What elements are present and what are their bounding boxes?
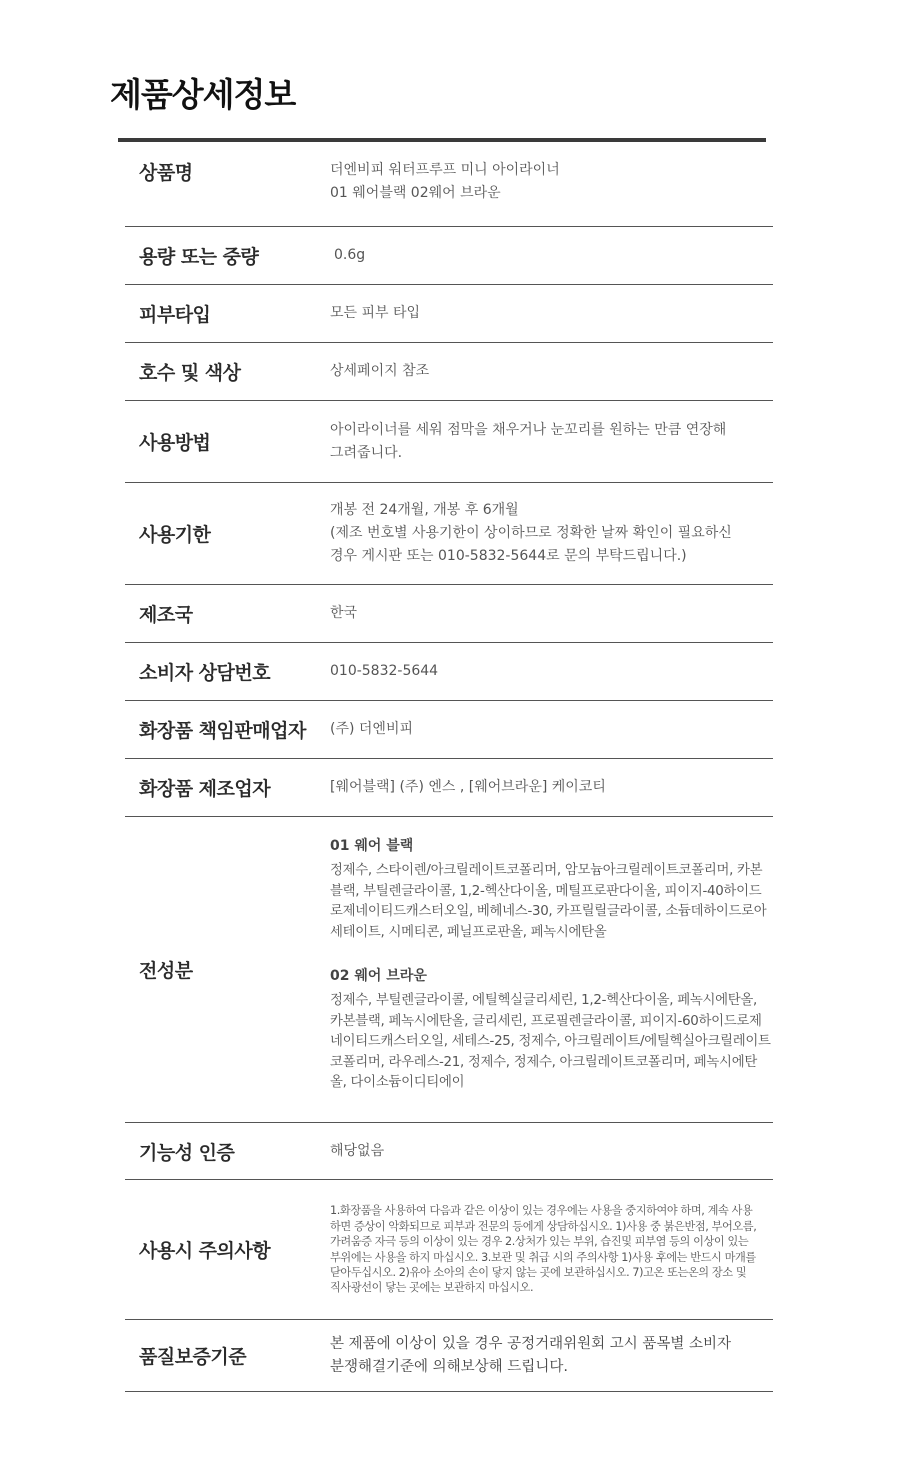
ingredients-text: 정제수, 스타이렌/아크릴레이트코폴리머, 암모늄아크릴레이트코폴리머, 카본블랙, 부틸렌글라이콜, 1,2-헥산다이올, 메틸프로판다이올, 피이지-40하이드로제네이티드캐스터오일, 베헤네스-30, 카프릴릴글라이콜, 소듐데하이드로아세테이트, 시메티콘, 페닐프로판올, 페녹시에탄올 — [330, 863, 767, 940]
spec-label: 소비자 상담번호 — [139, 662, 271, 684]
spec-value: 본 제품에 이상이 있을 경우 공정거래위원회 고시 품목별 소비자 분쟁해결기준에 의해보상해 드립니다. — [330, 1335, 732, 1375]
spec-value: 한국 — [330, 605, 358, 621]
product-spec-table — [125, 142, 773, 1392]
ingredients-content — [330, 817, 773, 1094]
spec-row-consumer-contact — [125, 643, 773, 701]
spec-row-functional-cert — [125, 1123, 773, 1180]
spec-value: 1.화장품을 사용하여 다음과 같은 이상이 있는 경우에는 사용을 중지하여야 하며, 계속 사용하면 증상이 악화되므로 피부과 전문의 등에게 상담하십시오. 1)사용 중 붉은반점, 부어오름, 가려움증 자극 등의 이상이 있는 경우 2.상처가 있는 부위, 습진및 피부염 등의 이상이 있는 부위에는 사용을 하지 마십시오. 3.보관 및 취급 시의 주의사항 1)사용 후에는 반드시 마개를 닫아두십시오. 2)유아 소아의 손이 닿지 않는 곳에 보관하십시오. 7)고온 또는온의 장소 및 직사광선이 닿는 곳에는 보관하지 마십시오. — [330, 1204, 757, 1295]
spec-row-quality-guarantee — [125, 1320, 773, 1392]
ingredients-heading: 01 웨어 블랙 — [330, 838, 414, 854]
spec-value: 010-5832-5644 — [330, 663, 439, 679]
spec-row-shade — [125, 343, 773, 401]
spec-row-responsible-seller — [125, 701, 773, 759]
spec-row-manufacturer — [125, 759, 773, 817]
spec-label: 상품명 — [139, 162, 193, 184]
spec-row-product-name — [125, 142, 773, 227]
spec-label: 품질보증기준 — [139, 1346, 247, 1368]
spec-row-ingredients — [125, 817, 773, 1123]
spec-label: 사용시 주의사항 — [139, 1240, 271, 1262]
spec-label: 화장품 제조업자 — [139, 778, 271, 800]
spec-value: 개봉 전 24개월, 개봉 후 6개월 (제조 번호별 사용기한이 상이하므로 정확한 날짜 확인이 필요하신 경우 게시판 또는 010-5832-5644로 문의 부탁드립니다.) — [330, 502, 732, 564]
spec-value: 해당없음 — [330, 1142, 385, 1159]
spec-label: 사용방법 — [139, 432, 211, 454]
spec-label: 사용기한 — [139, 524, 211, 546]
page-title: 제품상세정보 — [110, 75, 296, 114]
spec-row-cautions — [125, 1180, 773, 1320]
ingredients-block-brown — [330, 965, 773, 1094]
spec-value: 더엔비피 워터프루프 미니 아이라이너 01 웨어블랙 02웨어 브라운 — [330, 162, 560, 201]
spec-value: 모든 피부 타입 — [330, 305, 421, 321]
spec-label: 전성분 — [139, 960, 193, 982]
spec-value: (주) 더엔비피 — [330, 721, 413, 737]
spec-label: 제조국 — [139, 604, 193, 626]
ingredients-heading: 02 웨어 브라운 — [330, 968, 427, 984]
spec-row-volume — [125, 227, 773, 285]
spec-label: 호수 및 색상 — [139, 362, 241, 384]
spec-label: 피부타입 — [139, 304, 211, 326]
spec-label: 기능성 인증 — [139, 1141, 235, 1164]
spec-value: 아이라이너를 세워 점막을 채우거나 눈꼬리를 원하는 만큼 연장해 그려줍니다. — [330, 421, 727, 461]
spec-label: 용량 또는 중량 — [139, 246, 259, 268]
spec-row-expiry — [125, 483, 773, 585]
ingredients-block-black — [330, 835, 773, 943]
spec-row-origin — [125, 585, 773, 643]
spec-value: [웨어블랙] (주) 엔스 , [웨어브라운] 케이코티 — [330, 779, 606, 795]
ingredients-text: 정제수, 부틸렌글라이콜, 에틸헥실글리세린, 1,2-헥산다이올, 페녹시에탄올, 카본블랙, 페녹시에탄올, 글리세린, 프로필렌글라이콜, 피이지-60하이드로제네이티드캐스터오일, 세테스-25, 정제수, 아크릴레이트/에틸헥실아크릴레이트코폴리머, 라우레스-21, 정제수, 정제수, 아크릴레이트코폴리머, 페녹시에탄올, 다이소듐이디티에이 — [330, 993, 771, 1090]
spec-label: 화장품 책임판매업자 — [139, 720, 306, 742]
spec-value: 상세페이지 참조 — [330, 363, 430, 379]
spec-row-skin-type — [125, 285, 773, 343]
spec-row-usage — [125, 401, 773, 483]
spec-value: 0.6g — [334, 247, 366, 263]
